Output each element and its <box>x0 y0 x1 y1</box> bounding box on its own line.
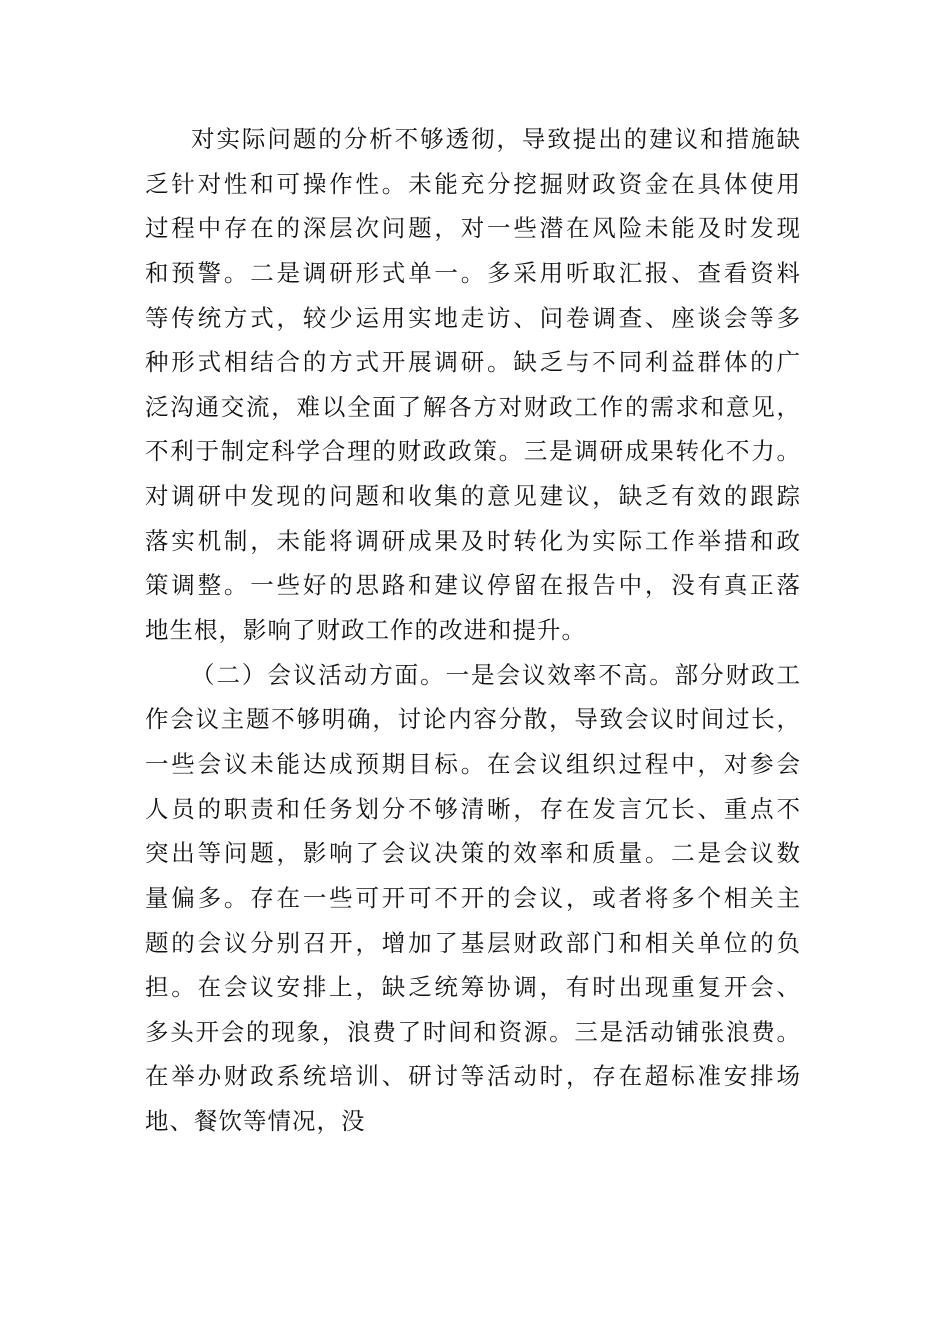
text-line: 对实际问题的分析不够透彻，导致提出的建议和措施缺 <box>191 125 801 153</box>
text-line: 突出等问题，影响了会议决策的效率和质量。二是会议数 <box>145 839 801 868</box>
text-line: 在举办财政系统培训、研讨等活动时，存在超标准安排场 <box>145 1062 801 1091</box>
text-line: 种形式相结合的方式开展调研。缺乏与不同利益群体的广 <box>145 348 801 377</box>
section-heading-line: （二）会议活动方面。一是会议效率不高。部分财政工 <box>191 660 801 689</box>
text-line: 多头开会的现象，浪费了时间和资源。三是活动铺张浪费。 <box>145 1017 801 1046</box>
text-line: 人员的职责和任务划分不够清晰，存在发言冗长、重点不 <box>145 794 801 823</box>
text-line: 策调整。一些好的思路和建议停留在报告中，没有真正落 <box>145 571 801 600</box>
text-line: 一些会议未能达成预期目标。在会议组织过程中，对参会 <box>145 749 801 778</box>
text-line: 对调研中发现的问题和收集的意见建议，缺乏有效的跟踪 <box>145 482 801 511</box>
text-line: 等传统方式，较少运用实地走访、问卷调查、座谈会等多 <box>145 303 801 332</box>
text-line: 落实机制，未能将调研成果及时转化为实际工作举措和政 <box>145 526 801 555</box>
text-line: 题的会议分别召开，增加了基层财政部门和相关单位的负 <box>145 928 801 957</box>
text-line: 作会议主题不够明确，讨论内容分散，导致会议时间过长， <box>145 705 801 734</box>
text-line: 乏针对性和可操作性。未能充分挖掘财政资金在具体使用 <box>145 169 801 198</box>
text-line: 量偏多。存在一些可开可不开的会议，或者将多个相关主 <box>145 883 801 912</box>
text-line: 地、餐饮等情况，没 <box>145 1107 366 1136</box>
text-line: 担。在会议安排上，缺乏统筹协调，有时出现重复开会、 <box>145 973 801 1002</box>
text-line: 地生根，影响了财政工作的改进和提升。 <box>145 616 586 645</box>
document-page <box>145 117 801 1144</box>
text-line: 泛沟通交流，难以全面了解各方对财政工作的需求和意见， <box>145 392 801 421</box>
text-line: 过程中存在的深层次问题，对一些潜在风险未能及时发现 <box>145 214 801 243</box>
text-line: 不利于制定科学合理的财政政策。三是调研成果转化不力。 <box>145 437 801 466</box>
text-line: 和预警。二是调研形式单一。多采用听取汇报、查看资料 <box>145 258 801 287</box>
